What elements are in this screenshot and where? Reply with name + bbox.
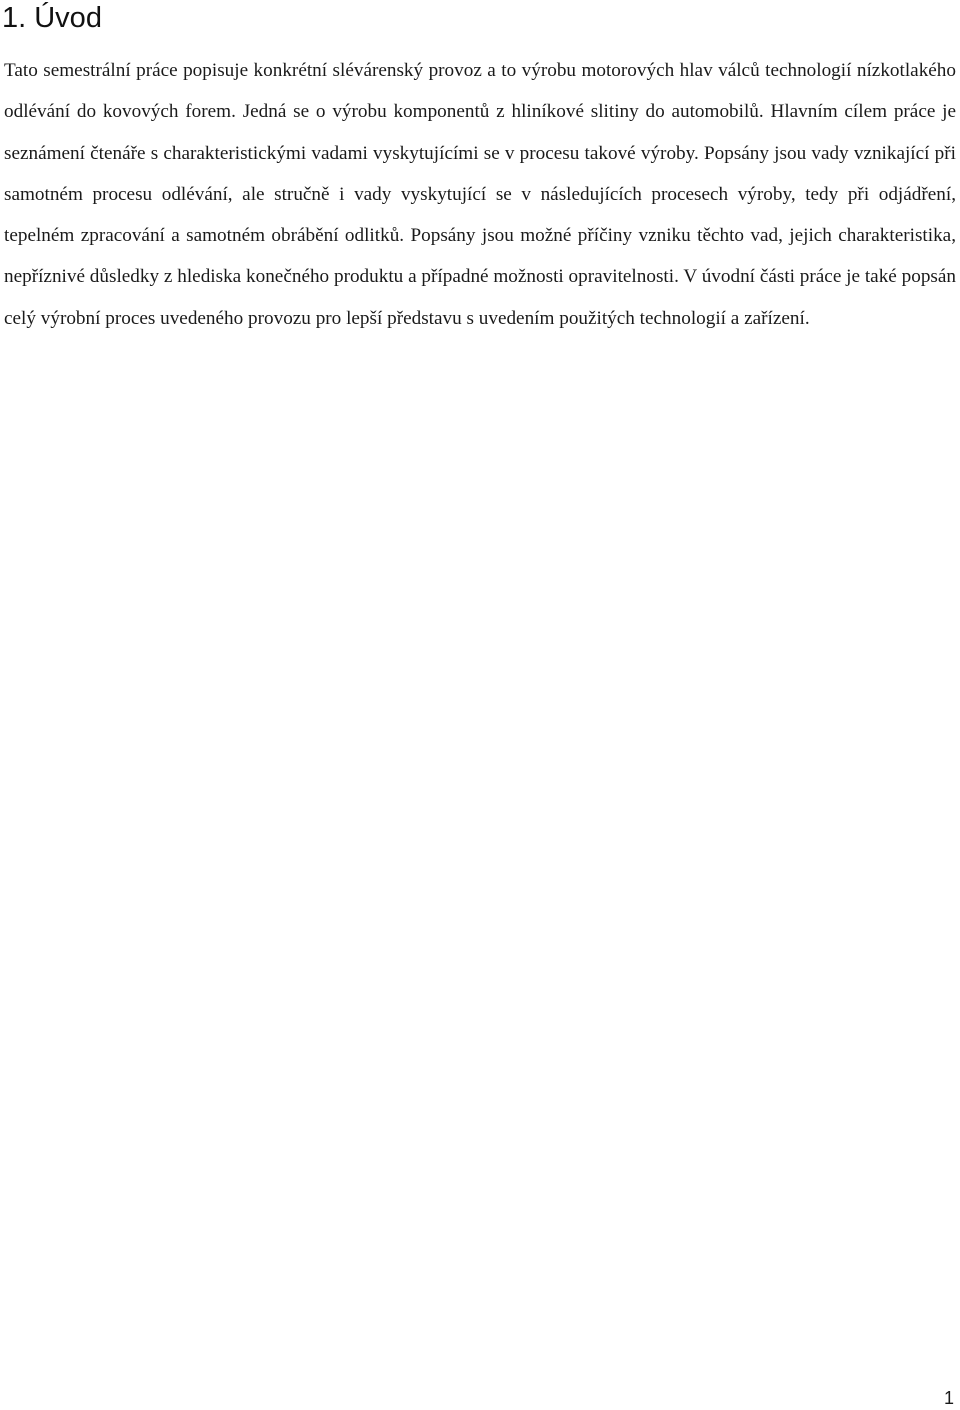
section-heading: 1. Úvod bbox=[2, 2, 102, 34]
intro-paragraph: Tato semestrální práce popisuje konkrétní slévárenský provoz a to výrobu motorových hlav válců technologií nízkotlakého odlévání do kovových forem. Jedná se o výrobu komponentů z hliníkové slitiny do automobilů. Hlavním cílem práce je seznámení čtenáře s charakteristickými vadami vyskytujícími se v procesu takové výroby. Popsány jsou vady vznikající při samotném procesu odlévání, ale stručně i vady vyskytující se v následujících procesech výroby, tedy při odjádření, tepelném zpracování a samotném obrábění odlitků. Popsány jsou možné příčiny vzniku těchto vad, jejich charakteristika, nepříznivé důsledky z hlediska konečného produktu a případné možnosti opravitelnosti. V úvodní části práce je také popsán celý výrobní proces uvedeného provozu pro lepší představu s uvedením použitých technologií a zařízení. bbox=[4, 60, 956, 329]
page-number: 1 bbox=[943, 1388, 954, 1408]
